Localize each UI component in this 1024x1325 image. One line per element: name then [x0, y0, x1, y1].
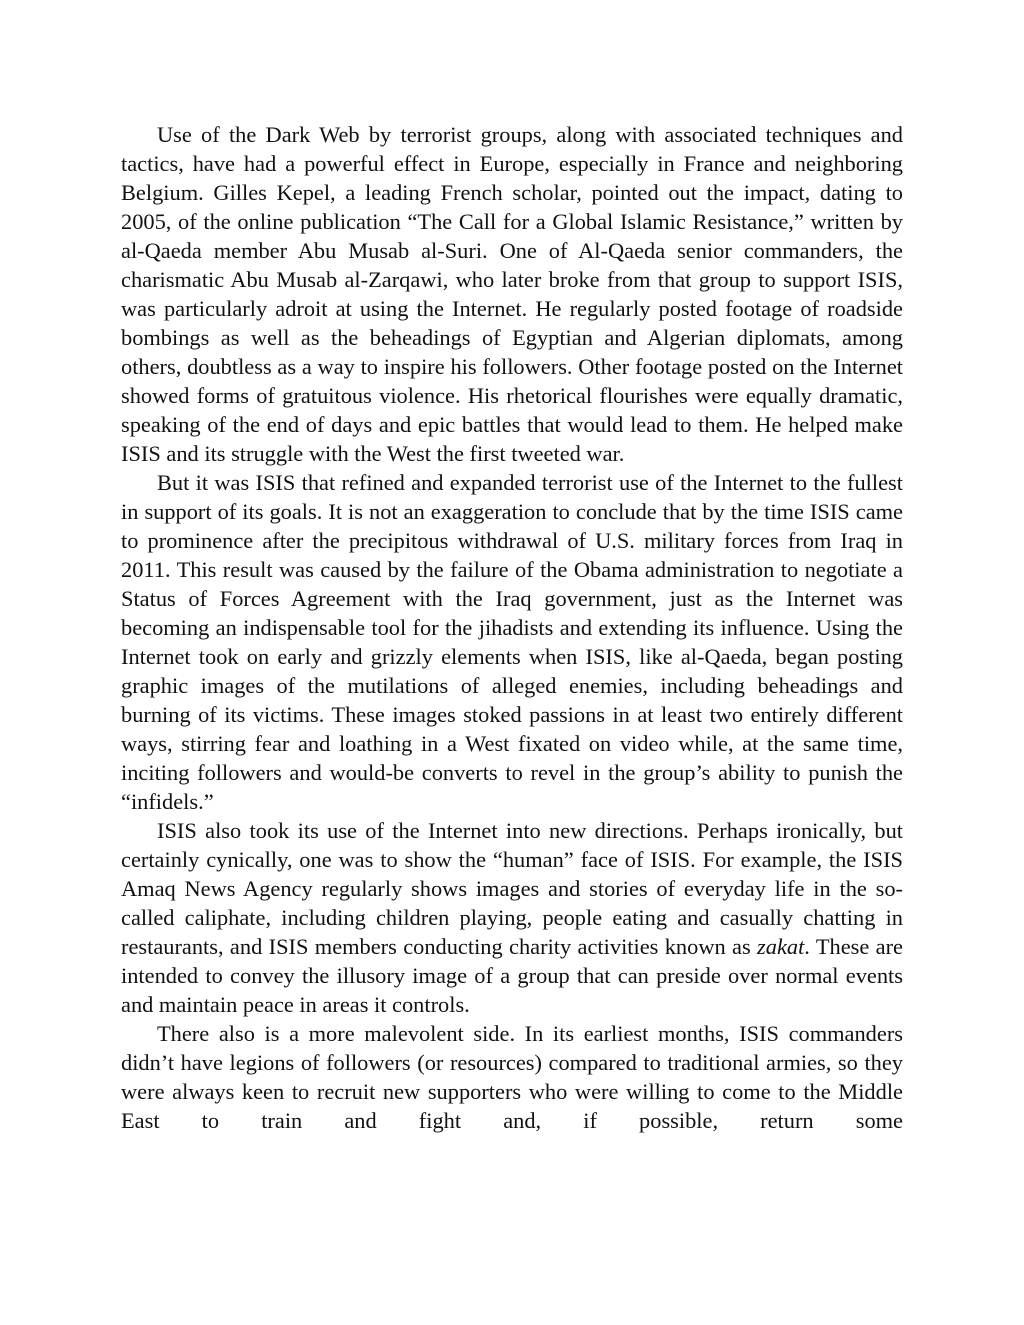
- paragraph-human-face-before: ISIS also took its use of the Internet into new directions. Perhaps ironically, but certainly cynically, one was to show the “human” face of ISIS. For example, the ISIS Amaq News Agency regularly shows images and stories of everyday life in the so-called caliphate, including children playing, people eating and casually chatting in restaurants, and ISIS members conducting charity activities known as: [121, 818, 903, 959]
- zakat-term: zakat: [757, 934, 805, 959]
- document-page: [121, 120, 903, 1135]
- paragraph-isis-internet: But it was ISIS that refined and expanded terrorist use of the Internet to the fullest in support of its goals. It is not an exaggeration to conclude that by the time ISIS came to prominence after the precipitous withdrawal of U.S. military forces from Iraq in 2011. This result was caused by the failure of the Obama administration to negotiate a Status of Forces Agreement with the Iraq government, just as the Internet was becoming an indispensable tool for the jihadists and extending its influence. Using the Internet took on early and grizzly elements when ISIS, like al-Qaeda, began posting graphic images of the mutilations of alleged enemies, including beheadings and burning of its victims. These images stoked passions in at least two entirely different ways, stirring fear and loathing in a West fixated on video while, at the same time, inciting followers and would-be converts to revel in the group’s ability to punish the “infidels.”: [121, 470, 903, 814]
- paragraph-human-face: [121, 816, 903, 1019]
- paragraph-human-face-after: . These are intended to convey the illusory image of a group that can preside over normal events and maintain peace in areas it controls.: [121, 934, 903, 1017]
- paragraph-dark-web: Use of the Dark Web by terrorist groups, along with associated techniques and tactics, have had a powerful effect in Europe, especially in France and neighboring Belgium. Gilles Kepel, a leading French scholar, pointed out the impact, dating to 2005, of the online publication “The Call for a Global Islamic Resistance,” written by al-Qaeda member Abu Musab al-Suri. One of Al-Qaeda senior commanders, the charismatic Abu Musab al-Zarqawi, who later broke from that group to support ISIS, was particularly adroit at using the Internet. He regularly posted footage of roadside bombings as well as the beheadings of Egyptian and Algerian diplomats, among others, doubtless as a way to inspire his followers. Other footage posted on the Internet showed forms of gratuitous violence. His rhetorical flourishes were equally dramatic, speaking of the end of days and epic battles that would lead to them. He helped make ISIS and its struggle with the West the first tweeted war.: [121, 122, 903, 466]
- paragraph-malevolent-side: There also is a more malevolent side. In its earliest months, ISIS commanders didn’t have legions of followers (or resources) compared to traditional armies, so they were always keen to recruit new supporters who were willing to come to the Middle East to train and fight and, if possible, return some: [121, 1021, 903, 1133]
